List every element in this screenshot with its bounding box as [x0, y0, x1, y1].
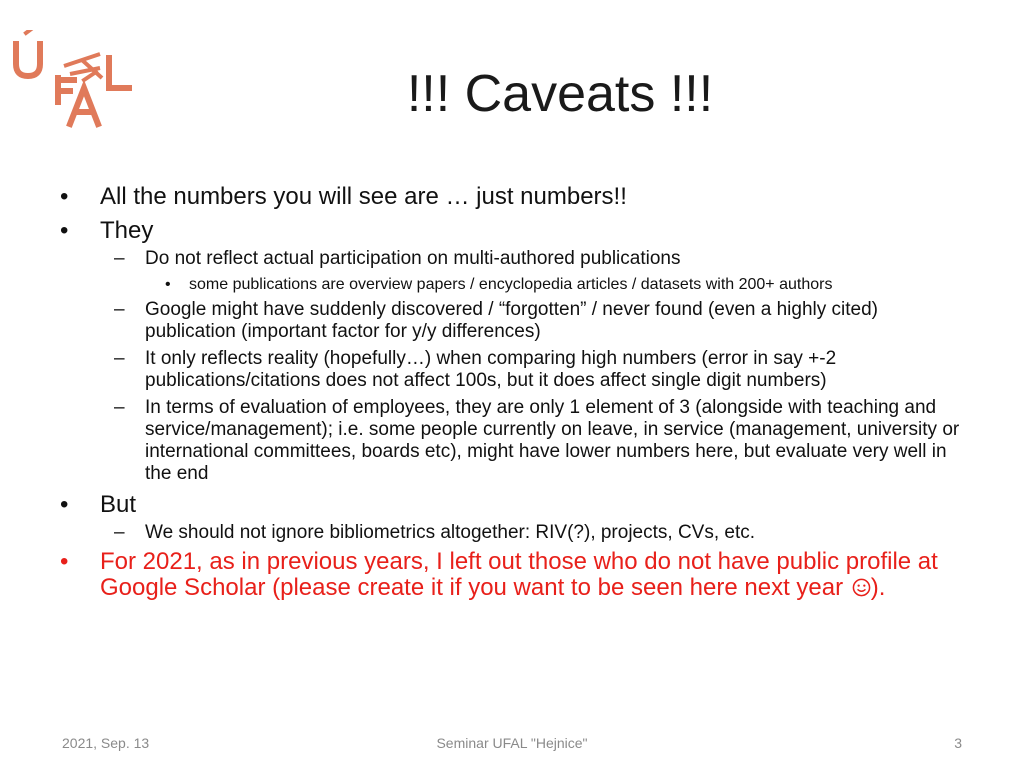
footer-date: 2021, Sep. 13 — [62, 735, 150, 751]
bullet-icon: • — [60, 183, 69, 210]
page-number: 3 — [954, 735, 962, 751]
highlight-text-after: ). — [870, 574, 886, 601]
sub-bullet-item — [54, 248, 974, 270]
sub-bullet-text: It only reflects reality (hopefully…) when comparing high numbers (error in say +-2 publications/citations does not affect 100s, but it does affect single digit numbers) — [145, 348, 837, 391]
bullet-icon: • — [165, 276, 171, 293]
ufal-logo — [8, 30, 134, 130]
bullet-text: All the numbers you will see are … just numbers!! — [100, 183, 627, 210]
footer-title: Seminar UFAL "Hejnice" — [436, 735, 588, 751]
bullet-text: They — [100, 217, 154, 244]
sub-bullet-item — [54, 397, 974, 485]
bullet-item — [54, 216, 974, 246]
dash-icon: – — [114, 348, 125, 369]
dash-icon: – — [114, 299, 125, 320]
sub-bullet-text: We should not ignore bibliometrics altogether: RIV(?), projects, CVs, etc. — [145, 522, 756, 543]
bullet-icon: • — [60, 491, 69, 518]
sub-sub-bullet-text: some publications are overview papers / encyclopedia articles / datasets with 200+ authors — [189, 276, 833, 293]
sub-sub-bullet-item — [54, 275, 974, 295]
sub-bullet-text: In terms of evaluation of employees, they are only 1 element of 3 (alongside with teaching and service/management); i.e. some people currently on leave, in service (management, university or international committees, boards etc), might have lower numbers here, but evaluate very well in the end — [145, 397, 960, 484]
bullet-icon: • — [60, 217, 69, 244]
sub-bullet-item — [54, 348, 974, 392]
bullet-text: But — [100, 491, 137, 518]
dash-icon: – — [114, 248, 125, 269]
dash-icon: – — [114, 397, 125, 418]
slide-title: !!! Caveats !!! — [406, 65, 714, 123]
slide-content — [54, 178, 974, 603]
bullet-icon: • — [60, 548, 69, 575]
sub-bullet-item — [54, 522, 974, 544]
bullet-item-highlight — [54, 549, 974, 601]
sub-bullet-item — [54, 299, 974, 343]
bullet-item — [54, 490, 974, 520]
dash-icon: – — [114, 522, 125, 543]
bullet-item — [54, 182, 974, 212]
sub-bullet-text: Google might have suddenly discovered / “forgotten” / never found (even a highly cited) publication (important factor for y/y differences) — [145, 299, 878, 342]
highlight-text-before: For 2021, as in previous years, I left out those who do not have public profile at Google Scholar (please create it if you want to be seen here next year — [100, 548, 938, 601]
ufal-logo-icon — [8, 30, 134, 130]
smiley-icon — [852, 578, 871, 597]
sub-bullet-text: Do not reflect actual participation on multi-authored publications — [145, 248, 681, 269]
